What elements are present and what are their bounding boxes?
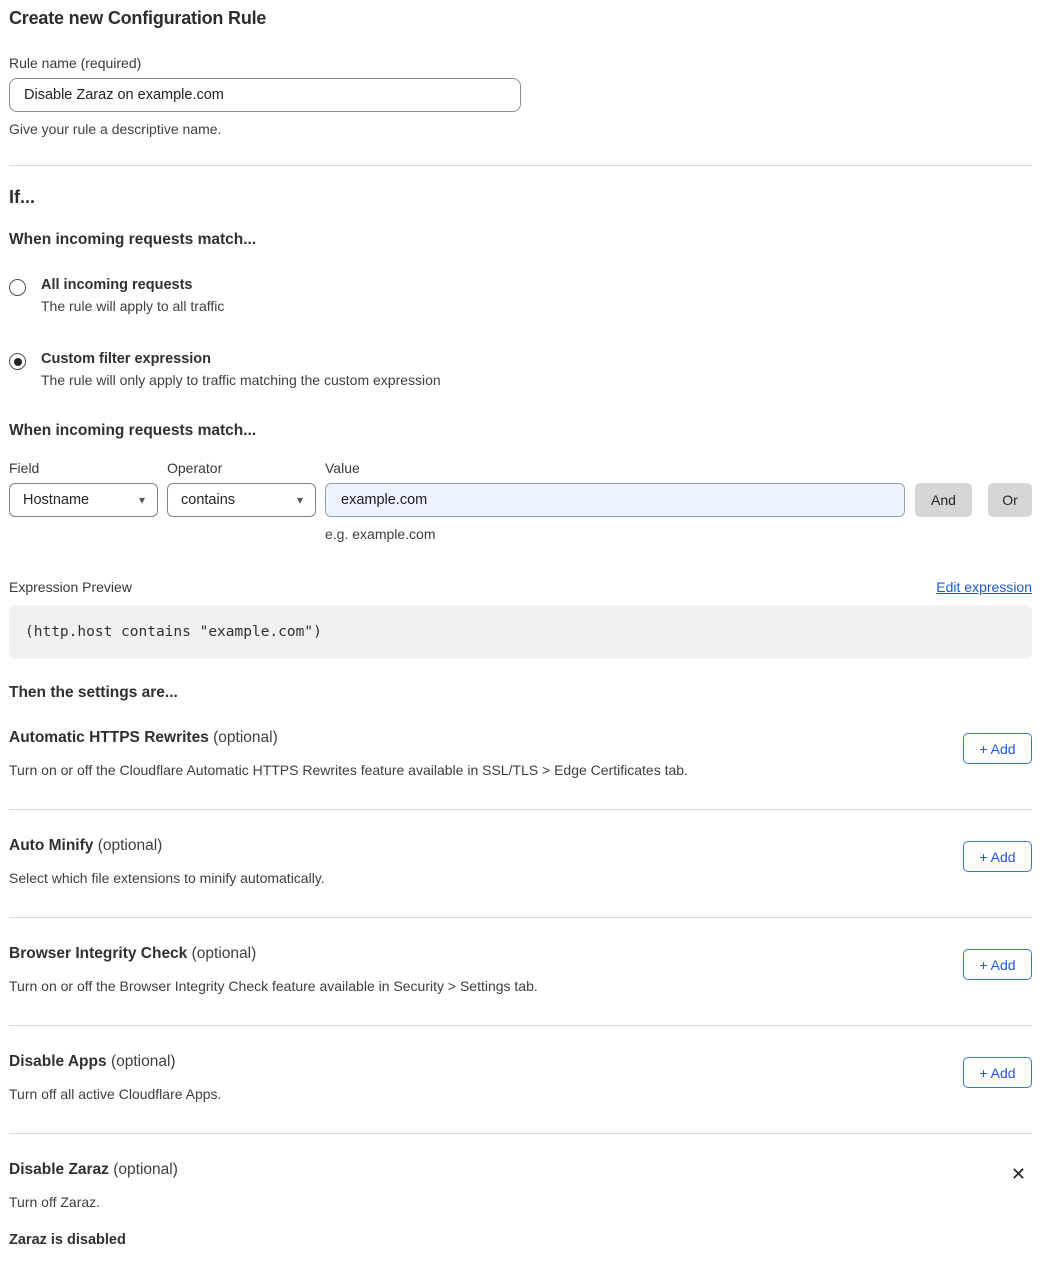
field-label: Field xyxy=(9,460,40,476)
radio-option-custom-filter[interactable] xyxy=(9,351,1032,388)
setting-description: Turn off Zaraz. xyxy=(9,1194,101,1210)
setting-title xyxy=(9,729,688,747)
setting-info xyxy=(9,837,325,886)
add-button[interactable]: + Add xyxy=(963,841,1032,872)
radio-option-texts xyxy=(41,277,224,314)
setting-title xyxy=(9,945,538,963)
setting-optional-tag: (optional) xyxy=(191,945,257,962)
expression-code: (http.host contains "example.com") xyxy=(25,624,322,640)
setting-disable-apps xyxy=(9,1026,1032,1134)
setting-description: Turn on or off the Browser Integrity Check feature available in Security > Settings tab. xyxy=(9,978,538,994)
matcher-column-labels xyxy=(9,460,1032,476)
radio-selected-icon[interactable] xyxy=(9,353,26,370)
setting-disable-zaraz xyxy=(9,1134,1032,1248)
operator-select[interactable] xyxy=(167,483,316,517)
radio-option-all-incoming[interactable] xyxy=(9,277,1032,314)
operator-label: Operator xyxy=(167,460,223,476)
setting-name: Disable Apps xyxy=(9,1053,107,1070)
setting-optional-tag: (optional) xyxy=(110,1053,176,1070)
expression-header xyxy=(9,579,1032,595)
setting-description: Select which file extensions to minify automatically. xyxy=(9,870,325,886)
radio-desc-custom-filter: The rule will only apply to traffic matching the custom expression xyxy=(41,372,441,388)
setting-info xyxy=(9,1161,178,1248)
operator-select-value: contains xyxy=(181,492,236,508)
value-label: Value xyxy=(325,460,360,476)
chevron-down-icon: ▾ xyxy=(296,493,303,507)
radio-unselected-icon[interactable] xyxy=(9,279,26,296)
then-settings-heading: Then the settings are... xyxy=(9,684,178,701)
rule-name-help: Give your rule a descriptive name. xyxy=(9,121,222,137)
value-input[interactable] xyxy=(325,483,905,517)
setting-automatic-https-rewrites xyxy=(9,702,1032,810)
add-button[interactable]: + Add xyxy=(963,733,1032,764)
or-button[interactable]: Or xyxy=(988,483,1032,517)
setting-optional-tag: (optional) xyxy=(213,729,278,746)
setting-optional-tag: (optional) xyxy=(113,1161,178,1178)
setting-auto-minify xyxy=(9,810,1032,918)
matcher-heading: When incoming requests match... xyxy=(9,422,257,439)
page-title: Create new Configuration Rule xyxy=(9,8,267,28)
divider xyxy=(9,165,1032,166)
matcher-row xyxy=(9,483,1032,517)
edit-expression-link[interactable]: Edit expression xyxy=(936,579,1032,595)
incoming-requests-heading: When incoming requests match... xyxy=(9,231,257,248)
close-icon[interactable]: ✕ xyxy=(1005,1163,1032,1185)
setting-name: Auto Minify xyxy=(9,837,94,854)
value-hint: e.g. example.com xyxy=(325,526,436,542)
and-button[interactable]: And xyxy=(915,483,972,517)
setting-title xyxy=(9,1161,178,1179)
setting-title xyxy=(9,1053,221,1071)
add-button[interactable]: + Add xyxy=(963,949,1032,980)
setting-optional-tag: (optional) xyxy=(97,837,163,854)
setting-title xyxy=(9,837,325,855)
setting-description: Turn off all active Cloudflare Apps. xyxy=(9,1086,222,1102)
chevron-down-icon: ▾ xyxy=(138,493,145,507)
expression-preview-label: Expression Preview xyxy=(9,579,132,595)
radio-option-texts xyxy=(41,351,441,388)
radio-label-all-incoming[interactable]: All incoming requests xyxy=(41,277,193,293)
field-select-value: Hostname xyxy=(23,492,90,508)
setting-info xyxy=(9,945,538,994)
setting-browser-integrity-check xyxy=(9,918,1032,1026)
setting-name: Disable Zaraz xyxy=(9,1161,109,1178)
setting-description: Turn on or off the Cloudflare Automatic HTTPS Rewrites feature available in SSL/TLS > Edge Certificates tab. xyxy=(9,762,688,778)
setting-name: Automatic HTTPS Rewrites xyxy=(9,729,209,746)
add-button[interactable]: + Add xyxy=(963,1057,1032,1088)
zaraz-status-text: Zaraz is disabled xyxy=(9,1232,126,1248)
rule-name-input[interactable] xyxy=(9,78,521,112)
radio-label-custom-filter[interactable]: Custom filter expression xyxy=(41,351,212,367)
rule-name-label: Rule name (required) xyxy=(9,55,142,71)
setting-info xyxy=(9,729,688,778)
radio-desc-all-incoming: The rule will apply to all traffic xyxy=(41,298,225,314)
setting-name: Browser Integrity Check xyxy=(9,945,188,962)
expression-preview-box xyxy=(9,605,1032,659)
setting-info xyxy=(9,1053,221,1102)
field-select[interactable] xyxy=(9,483,158,517)
if-section-title: If... xyxy=(9,187,35,207)
